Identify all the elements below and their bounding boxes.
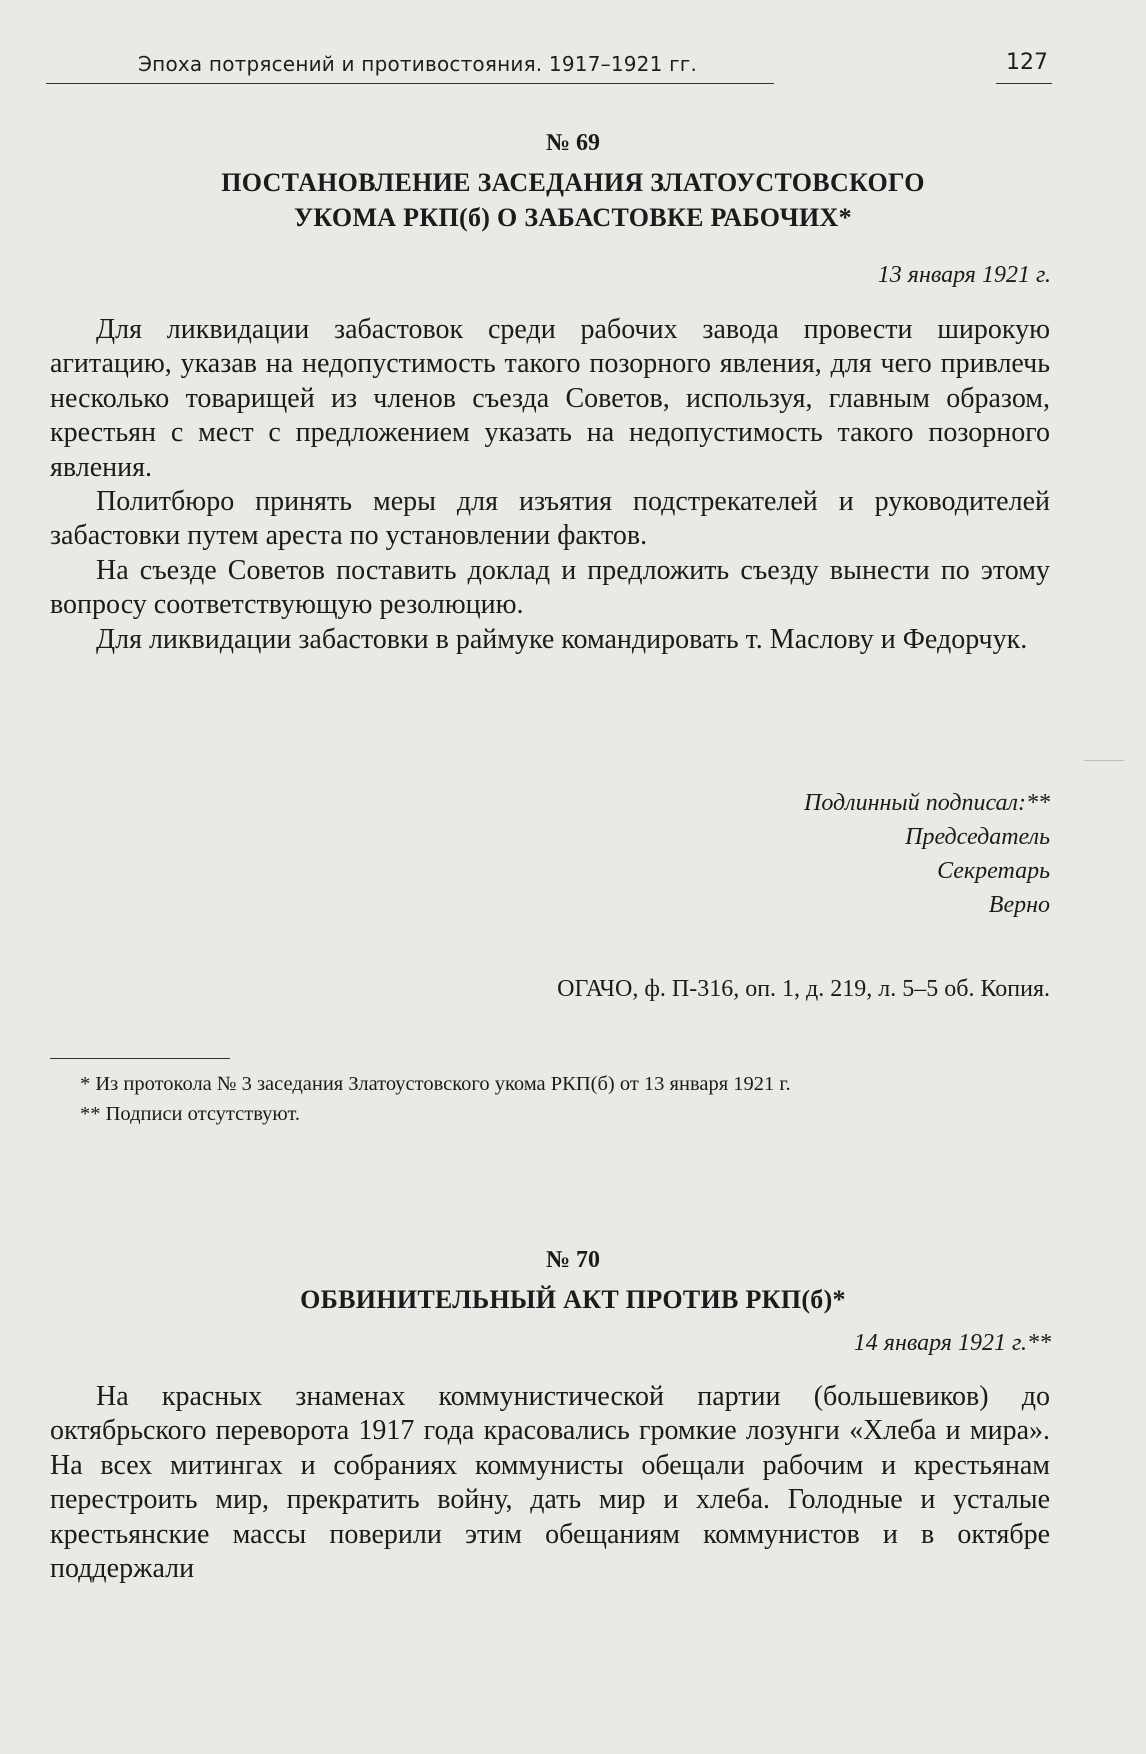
- running-header: [46, 46, 1056, 86]
- header-rule: [46, 83, 774, 84]
- signed-note: Подлинный подписал:**: [804, 790, 1050, 816]
- footnotes: [80, 1069, 1050, 1129]
- document-69-date: 13 января 1921 г.: [877, 262, 1051, 288]
- footnote-rule: [50, 1058, 230, 1059]
- document-69-title-line1: ПОСТАНОВЛЕНИЕ ЗАСЕДАНИЯ ЗЛАТОУСТОВСКОГО: [221, 168, 925, 197]
- footnote-1: * Из протокола № 3 заседания Златоустовского укома РКП(б) от 13 января 1921 г.: [80, 1073, 791, 1095]
- chairman-label: Председатель: [905, 824, 1050, 850]
- document-70-body: [50, 1380, 1050, 1586]
- archive-reference: ОГАЧО, ф. П-316, оп. 1, д. 219, л. 5–5 об. Копия.: [557, 976, 1050, 1002]
- paragraph: На съезде Советов поставить доклад и предложить съезду вынести по этому вопросу соответствующую резолюцию.: [50, 554, 1050, 621]
- document-70-number: № 70: [545, 1247, 601, 1273]
- signatures-block: [450, 786, 1050, 922]
- page-number-rule: [996, 83, 1052, 84]
- document-69-number: № 69: [545, 130, 601, 156]
- paragraph: Для ликвидации забастовки в раймуке командировать т. Маслову и Федорчук.: [96, 623, 1028, 655]
- paragraph: Для ликвидации забастовок среди рабочих завода провести широкую агитацию, указав на недопустимость такого позорного явления, для чего привлечь несколько товарищей из членов съезда Советов, используя, главным образом, крестьян с мест с предложением указать на недопустимость такого позорного явления.: [50, 314, 1050, 483]
- document-69-body: [50, 313, 1050, 657]
- verified-label: Верно: [988, 892, 1050, 918]
- secretary-label: Секретарь: [937, 858, 1050, 884]
- document-70-date: 14 января 1921 г.**: [853, 1330, 1051, 1356]
- paragraph: На красных знаменах коммунистической партии (большевиков) до октябрьского переворота 1917 года красовались громкие лозунги «Хлеба и мира». На всех митингах и собраниях коммунисты обещали рабочим и крестьянам перестроить мир, прекратить войну, дать мир и хлеба. Голодные и усталые крестьянские массы поверили этим обещаниям коммунистов и в октябре поддержали: [50, 1381, 1050, 1585]
- footnote-2: ** Подписи отсутствуют.: [80, 1103, 301, 1125]
- bleed-through-mark: [1084, 760, 1124, 761]
- document-69-title-line2: УКОМА РКП(б) О ЗАБАСТОВКЕ РАБОЧИХ*: [294, 203, 852, 232]
- paragraph: Политбюро принять меры для изъятия подстрекателей и руководителей забастовки путем ареста по установлении фактов.: [50, 486, 1050, 552]
- document-70-title: ОБВИНИТЕЛЬНЫЙ АКТ ПРОТИВ РКП(б)*: [300, 1285, 846, 1314]
- page-number: 127: [1006, 50, 1048, 75]
- running-title: Эпоха потрясений и противостояния. 1917–1921 гг.: [138, 52, 698, 76]
